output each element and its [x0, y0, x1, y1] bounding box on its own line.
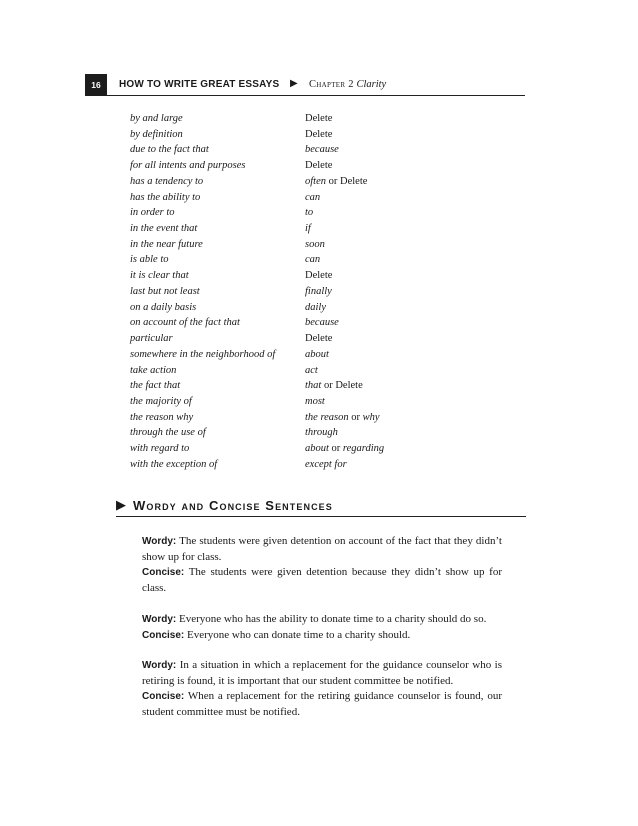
concise-segment: often — [305, 175, 326, 187]
example-wordy — [142, 534, 502, 565]
concise-phrase — [305, 425, 338, 441]
phrase-row — [130, 127, 430, 143]
concise-segment: because — [305, 144, 339, 156]
section-rule — [116, 516, 526, 517]
wordy-text: In a situation in which a replacement for the guidance counselor who is retiring is found, it is important that our student committee be notified. — [142, 659, 502, 687]
concise-segment: through — [305, 427, 338, 439]
wordy-phrase: with the exception of — [130, 458, 218, 470]
concise-segment: Delete — [305, 113, 333, 124]
concise-phrase — [305, 457, 347, 473]
concise-segment: if — [305, 223, 311, 235]
wordy-phrase: on account of the fact that — [130, 317, 240, 329]
concise-segment: or Delete — [326, 175, 368, 187]
example-wordy — [142, 612, 502, 628]
wordy-phrase: for all intents and purposes — [130, 160, 246, 172]
wordy-phrase: due to the fact that — [130, 144, 209, 156]
concise-phrase — [305, 205, 313, 221]
phrase-row — [130, 331, 430, 347]
wordy-label: Wordy: — [142, 536, 177, 547]
phrase-row — [130, 111, 430, 127]
concise-segment: because — [305, 317, 339, 329]
phrase-row — [130, 457, 430, 473]
phrase-row — [130, 190, 430, 206]
concise-segment: Delete — [305, 333, 333, 345]
wordy-phrase: in the near future — [130, 238, 203, 250]
page-number: 16 — [85, 74, 107, 96]
concise-text: The students were given detention because they didn’t show up for class. — [142, 566, 502, 594]
concise-text: When a replacement for the retiring guidance counselor is found, our student committee must be notified. — [142, 690, 502, 718]
concise-label: Concise: — [142, 629, 185, 641]
concise-segment: except for — [305, 458, 347, 470]
phrase-row — [130, 142, 430, 158]
example-1 — [142, 534, 502, 596]
phrase-row — [130, 347, 430, 363]
wordy-phrase: it is clear that — [130, 270, 189, 282]
example-concise — [142, 565, 502, 596]
phrase-row — [130, 410, 430, 426]
phrase-row — [130, 441, 430, 457]
concise-segment: Delete — [305, 160, 333, 172]
concise-phrase — [305, 315, 339, 331]
wordy-text: The students were given detention on account of the fact that they didn’t show up for class. — [142, 535, 502, 563]
concise-phrase — [305, 252, 320, 268]
wordy-phrase: in the event that — [130, 223, 198, 235]
wordy-phrase: is able to — [130, 254, 169, 266]
concise-phrase — [305, 158, 332, 174]
header-arrow-icon: ▶ — [290, 78, 298, 89]
wordy-phrase: the reason why — [130, 411, 194, 423]
concise-segment: can — [305, 254, 321, 266]
concise-segment: soon — [305, 238, 325, 250]
concise-text: Everyone who can donate time to a charity should. — [184, 628, 411, 641]
example-2 — [142, 612, 502, 643]
chapter-number: Chapter 2 — [309, 79, 354, 90]
example-concise — [142, 689, 502, 720]
concise-phrase — [305, 190, 320, 206]
wordy-phrase: particular — [130, 333, 173, 345]
phrase-table — [130, 111, 430, 473]
concise-phrase — [305, 221, 311, 237]
wordy-phrase: by definition — [130, 128, 183, 140]
wordy-phrase: take action — [130, 364, 177, 376]
concise-segment: that — [305, 380, 322, 392]
concise-label: Concise: — [142, 567, 185, 578]
phrase-row — [130, 315, 430, 331]
concise-segment: Delete — [305, 128, 333, 140]
running-header — [85, 74, 525, 96]
wordy-phrase: with regard to — [130, 443, 190, 455]
concise-segment: or — [348, 411, 363, 423]
concise-phrase — [305, 441, 384, 457]
wordy-label: Wordy: — [142, 614, 177, 625]
section-arrow-icon: ▶ — [116, 498, 126, 513]
example-wordy — [142, 658, 502, 689]
concise-phrase — [305, 174, 367, 190]
phrase-row — [130, 425, 430, 441]
wordy-phrase: on a daily basis — [130, 301, 197, 313]
phrase-row — [130, 174, 430, 190]
concise-phrase — [305, 331, 332, 347]
wordy-phrase: somewhere in the neighborhood of — [130, 348, 276, 360]
book-title: HOW TO WRITE GREAT ESSAYS — [119, 79, 280, 90]
concise-segment: most — [305, 395, 325, 407]
concise-segment: or — [328, 443, 343, 455]
phrase-row — [130, 394, 430, 410]
wordy-phrase: has the ability to — [130, 191, 201, 203]
concise-segment: about — [305, 443, 329, 455]
wordy-phrase: in order to — [130, 207, 175, 219]
example-concise — [142, 628, 502, 644]
wordy-label: Wordy: — [142, 660, 177, 671]
concise-segment: to — [305, 207, 314, 219]
phrase-row — [130, 268, 430, 284]
concise-phrase — [305, 127, 332, 143]
concise-label: Concise: — [142, 691, 185, 702]
wordy-phrase: last but not least — [130, 285, 200, 297]
phrase-row — [130, 252, 430, 268]
phrase-row — [130, 284, 430, 300]
concise-segment: why — [362, 411, 380, 423]
concise-segment: about — [305, 348, 329, 360]
phrase-row — [130, 378, 430, 394]
wordy-phrase: has a tendency to — [130, 175, 204, 187]
example-3 — [142, 658, 502, 720]
concise-phrase — [305, 363, 318, 379]
concise-phrase — [305, 284, 332, 300]
concise-segment: Delete — [305, 270, 333, 282]
wordy-text: Everyone who has the ability to donate time to a charity should do so. — [176, 613, 487, 625]
concise-phrase — [305, 268, 332, 284]
phrase-row — [130, 300, 430, 316]
concise-phrase — [305, 111, 332, 127]
concise-segment: daily — [305, 301, 326, 313]
concise-segment: or Delete — [321, 380, 363, 392]
phrase-row — [130, 158, 430, 174]
concise-phrase — [305, 410, 380, 426]
wordy-phrase: the majority of — [130, 395, 192, 407]
concise-segment: act — [305, 364, 318, 376]
wordy-phrase: by and large — [130, 113, 183, 124]
section-title: Wordy and Concise Sentences — [133, 498, 333, 513]
concise-phrase — [305, 237, 325, 253]
wordy-phrase: the fact that — [130, 380, 181, 392]
concise-segment: regarding — [342, 443, 385, 455]
concise-phrase — [305, 300, 326, 316]
concise-segment: the reason — [305, 411, 349, 423]
concise-segment: can — [305, 191, 321, 203]
phrase-row — [130, 205, 430, 221]
concise-phrase — [305, 378, 363, 394]
concise-phrase — [305, 394, 325, 410]
chapter-name: Clarity — [356, 79, 387, 90]
phrase-row — [130, 363, 430, 379]
wordy-phrase: through the use of — [130, 427, 206, 439]
header-rule — [107, 95, 525, 96]
concise-phrase — [305, 142, 339, 158]
phrase-row — [130, 221, 430, 237]
concise-segment: finally — [305, 285, 332, 297]
phrase-row — [130, 237, 430, 253]
concise-phrase — [305, 347, 329, 363]
chapter-label — [309, 79, 386, 90]
